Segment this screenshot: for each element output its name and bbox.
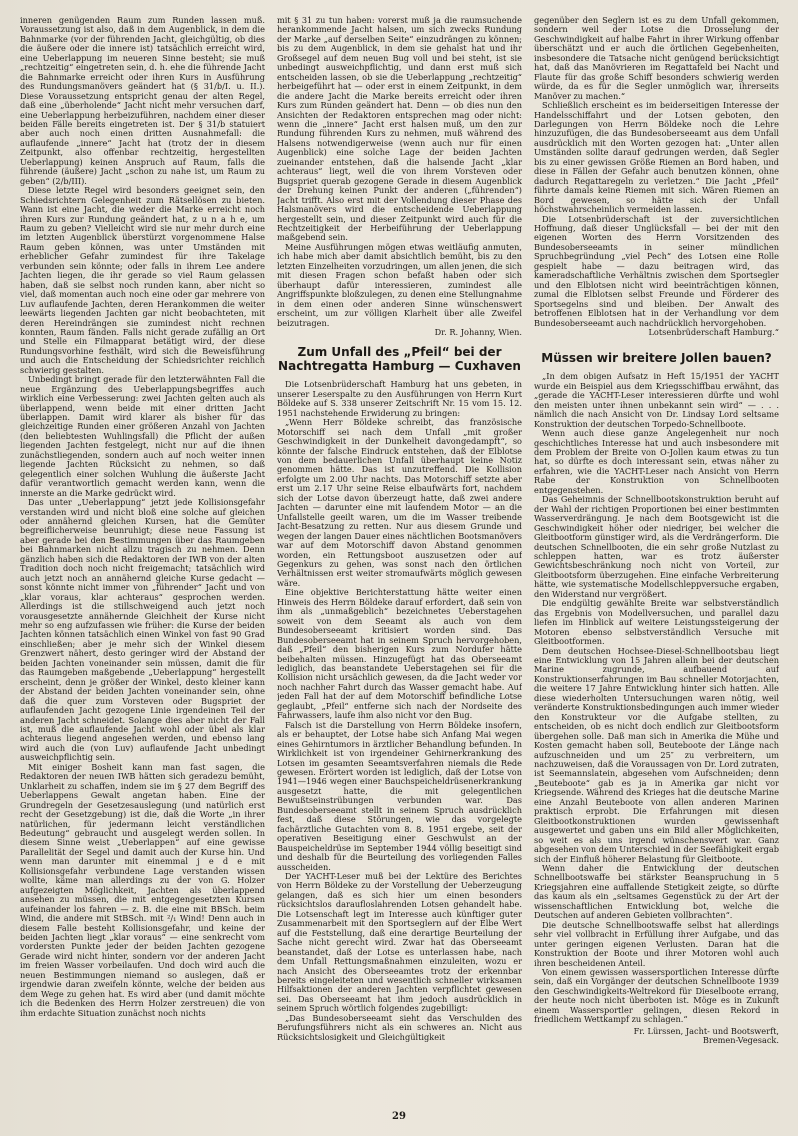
paragraph: Wenn daher die Entwicklung der deutschen Schnellbootswaffe bei stärkster Beanspruchung in 5 Kriegsjahren eine auffallende Stetigkeit zeigte, so dürfte das kaum als ein „seltsames Gegenstück zu der Art der wissenschaftlichen Entwicklung bot, welche die Deutschen auf anderen Gebieten vollbrachten“.: [534, 862, 779, 921]
paragraph: „Wenn Herr Böldeke schreibt, das französische Motorschiff sei nach dem Unfall „mit großer Geschwindigkeit in der Dunkelheit davongedampft“, so könnte der falsche Eindruck entstehen, daß der Elblotse von dem bedauerlichen Unfall überhaupt keine Notiz genommen hätte. Das ist unzutreffend. Die Kollision erfolgte um 2.00 Uhr nachts. Das Motorschiff setzte aber erst um 2.17 Uhr seine Reise elbaufwärts fort, nachdem sich der Lotse davon überzeugt hatte, daß zwei andere Jachten — darunter eine mit laufendem Motor — an die Unfallstelle geeilt waren, um die im Wasser treibende Jacht-Besatzung zu retten. Nur aus diesem Grunde und wegen der langen Dauer eines nächtlichen Bootsmanövers war auf dem Motorschiff davon Abstand genommen worden, ein Rettungsboot auszusetzen oder auf Gegenkurs zu gehen, was sonst nach den örtlichen Verhältnissen erst weiter stromaufwärts möglich gewesen wäre.: [277, 417, 522, 588]
column-left: [20, 16, 265, 1112]
paragraph: Wenn auch diese ganze Angelegenheit nur noch geschichtliches Interesse hat und auch insbesondere mit dem Problem der Breite von O-Jollen kaum etwas zu tun hat, so dürfte es doch interessant sein, etwas näher zu erfahren, wie die YACHT-Leser nach Ansicht von Herrn Rabe der Konstruktion von Schnellbooten entgegenstehen.: [534, 428, 779, 495]
author-signature: Dr. R. Johanny, Wien.: [434, 326, 522, 337]
paragraph: Falsch ist die Darstellung von Herrn Böldeke insofern, als er behauptet, der Lotse habe sich Anfang Mai wegen eines Gehirntumors in ärztlicher Behandlung befunden. In Wirklichkeit ist von irgendeiner Gehirnerkrankung des Lotsen im gesamten Seeamtsverfahren niemals die Rede gewesen. Erörtert worden ist lediglich, daß der Lotse von 1941—1946 wegen einer Bauchspeicheldrüsenerkrankung ausgesetzt hatte, die mit gelegentlichen Bewußtseinstrübungen verbunden war. Das Bundesoberseeamt stellt in seinem Spruch ausdrücklich fest, daß diese Störungen, wie das vorgelegte fachärztliche Gutachten vom 8. 8. 1951 ergebe, seit der operativen Beseitigung einer Geschwulst an der Bauspeicheldrüse im September 1944 völlig beseitigt sind und deshalb für die Beurteilung des vorliegenden Falles ausscheiden.: [277, 719, 522, 872]
author-signature-line: Fr. Lürssen, Jacht- und Bootswerft,: [633, 1025, 779, 1036]
paragraph: „In dem obigen Aufsatz in Heft 15/1951 der YACHT wurde ein Beispiel aus dem Kriegsschiffbau erwähnt, das „gerade die YACHT-Leser interessieren dürfte und wohl den meisten unter ihnen unbekannt sein wird“ — . . . nämlich die nach Ansicht von Dr. Lindsay Lord seltsame Konstruktion der deutschen Torpedo-Schnellboote.: [534, 371, 779, 429]
paragraph: Dem deutschen Hochsee-Diesel-Schnellbootsbau liegt eine Entwicklung von 15 Jahren allein bei der deutschen Marine zugrunde, aufbauend auf Konstruktionserfahrungen im Bau schneller Motorjachten, die weitere 17 Jahre Entwicklung hinter sich hatten. Alle diese wiederholten Untersuchungen waren nötig, weil veränderte Konstruktionsbedingungen auch immer wieder den Konstrukteur vor die Aufgabe stellten, zu entscheiden, ob es nicht doch endlich zur Gleitbootsform übergehen solle. Daß man sich in Amerika die Mühe und Kosten gemacht haben soll, Beuteboote der Länge nach aufzuschneiden und um 25″ zu verbreitern, um nachzuweisen, daß die Voraussagen von Dr. Lord zutraten, ist Seemannslatein, abgesehen vom Aufschneiden; denn „Beuteboote“ gab es ja in Amerika gar nicht vor Kriegsende. Während des Krieges hat die deutsche Marine eine Anzahl Beuteboote von allen anderen Marinen praktisch erprobt. Die Erfahrungen mit diesen Gleitbootkonstruktionen wurden gewissenhaft ausgewertet und gaben uns ein Bild aller Möglichkeiten, so weit es als uns irgend wünschenswert war. Ganz abgesehen von dem Unterschied in der Seefähigkeit ergab sich der Einfluß höherer Belastung für Gleitboote.: [534, 645, 779, 864]
author-signature-line: Bremen-Vegesack.: [702, 1035, 779, 1046]
paragraph: inneren genügenden Raum zum Runden lassen muß. Voraussetzung ist also, daß in dem Augenblick, in dem die Bahnmarke (vor der führenden Jacht, gleichgültig, ob dies die äußere oder die innere ist) tatsächlich erreicht wird, eine Ueberlappung im neueren Sinne besteht; sie muß „rechtzeitig“ eingetreten sein, d. h. ehe die führende Jacht die Bahnmarke erreicht oder ihren Kurs in Ausführung des Rundungsmanövers geändert hat (§ 31/b/I. u. II.). Diese Voraussetzung entspricht genau der alten Regel, daß eine „überholende“ Jacht nicht mehr versuchen darf, eine Ueberlappung herbeizuführen, nachdem einer dieser beiden Fälle bereits eingetreten ist. Der § 31/b statuiert aber auch noch einen dritten Ausnahmefall: die auflaufende „innere“ Jacht hat (trotz der in diesem Zeitpunkt, also offenbar rechtzeitig, hergestellten Ueberlappung) keinen Anspruch auf Raum, falls die führende (äußere) Jacht „schon zu nahe ist, um Raum zu geben“ (2/b/III).: [20, 16, 265, 186]
paragraph: Die endgültig gewählte Breite war selbstverständlich das Ergebnis von Modellversuchen, und parallel dazu liefen im Hinblick auf weitere Leistungssteigerung der Motoren ebenso selbstverständlich Versuche mit Gleitbootformen.: [534, 598, 779, 647]
author-signature: Lotsenbrüderschaft Hamburg.“: [648, 326, 779, 337]
paragraph: Das unter „Ueberlappung“ jetzt jede Kollisionsgefahr verstanden wird und nicht bloß eine solche auf gleichen oder annähernd gleichen Kursen, hat die Gemüter begreiflicherweise beunruhigt; diese neue Fassung ist aber gerade bei den Bestimmungen über das Raumgeben bei Bahnmarken nicht allzu tragisch zu nehmen. Denn gänzlich haben sich die Redaktoren der IWB von der alten Tradition doch noch nicht freigemacht; tatsächlich wird auch jetzt noch an annähernd gleiche Kurse gedacht — sonst könnte nicht immer von „führender“ Jacht und von „klar voraus, klar achteraus“ gesprochen werden. Allerdings ist die stillschweigend auch jetzt noch vorausgesetzte annähernde Gleichheit der Kurse nicht mehr so eng aufzufassen wie früher: die Kurse der beiden Jachten können tatsächlich einen Winkel von fast 90 Grad einschließen; aber je mehr sich der Winkel diesem Grenzwert nähert, desto geringer wird der Abstand der beiden Jachten voneinander sein müssen, damit die für das Raumgeben maßgebende „Ueberlappung“ hergestellt erscheint, denn je größer der Winkel, desto kleiner kann der Abstand der beiden Jachten voneinander sein, ohne daß die quer zum Vorsteven oder Bugspriet der auflaufenden Jacht gezogene Linie irgendeinen Teil der anderen Jacht schneidet. Solange dies aber nicht der Fall ist, muß die auflaufende Jacht wohl oder übel als klar achteraus liegend angesehen werden, und ebenso lang wird auch die (von Luv) auflaufende Jacht unbedingt ausweichpflichtig sein.: [20, 497, 265, 763]
article-headline: Müssen wir breitere Jollen bauen?: [541, 351, 772, 366]
paragraph: Mit einiger Bosheit kann man fast sagen, die Redaktoren der neuen IWB hätten sich geradezu bemüht, Unklarheit zu schaffen, indem sie im § 27 dem Begriff des Ueberlappens Gewalt angetan haben. Eine der Grundregeln der Gesetzesauslegung (und natürlich erst recht der Gesetzgebung) ist die, daß die Worte „in ihrer natürlichen, für jedermann leicht verständlichen Bedeutung“ gebraucht und ausgelegt werden sollen. In diesem Sinne weist „Ueberlappen“ auf eine gewisse Parallelität der Segel und damit auch der Kurse hin. Und wenn man darunter mit einemmal j e d e mit Kollisionsgefahr verbundene Lage verstanden wissen wollte, käme man allerdings zu der von G. Holzer aufgezeigten Möglichkeit, Jachten als überlappend ansehen zu müssen, die mit entgegengesetzten Kursen aufeinander los fahren — z. B. die eine mit BBSch. beim Wind, die andere mit StBSch. mit ²/₁ Wind! Denn auch in diesem Falle besteht Kollisionsgefahr, und keine der beiden Jachten liegt „klar voraus“ — eine senkrecht vom vordersten Punkte jeder der beiden Jachten gezogene Gerade wird nicht hinter, sondern vor der anderen Jacht im freien Wasser vorbeilaufen. Und doch wird auch die neuen Bestimmungen niemand so auslegen, daß er irgendwie daran zweifeln könnte, welche der beiden aus dem Wege zu gehen hat. Es wird aber (und damit möchte ich die Bedenken des Herrn Holzer zerstreuen) die von ihm erdachte Situation zunächst noch nichts: [20, 761, 265, 1018]
paragraph: Die Lotsenbrüderschaft ist der zuversichtlichen Hoffnung, daß dieser Unglücksfall — bei der mit den eigenen Worten des Herrn Vorsitzenden des Bundesoberseeamts in seiner mündlichen Spruchbegründung „viel Pech“ des Lotsen eine Rolle gespielt habe — dazu beitragen wird, das kameradschaftliche Verhältnis zwischen dem Sportsegler und den Elblotsen nicht wird beeinträchtigen können, zumal die Elblotsen selbst Freunde und Förderer des Sportsegelns sind und bleiben. Der Anwalt des betroffenen Elblotsen hat in der Verhandlung vor dem Bundesoberseeamt auch nachdrücklich hervorgehoben.: [534, 213, 779, 328]
column-middle: [277, 16, 522, 1112]
paragraph: Eine objektive Berichterstattung hätte weiter einen Hinweis des Herrn Böldeke darauf erfordert, daß sein von ihm als „unmaßgeblich“ bezeichnetes Ueberstagehen soweit von dem Seeamt als auch von dem Bundesoberseeamt kritisiert worden sind. Das Bundesoberseeamt hat in seinem Spruch hervorgehoben, daß „Pfeil“ den bisherigen Kurs zum Nordufer hätte beibehalten müssen. Hinzugefügt hat das Oberseeamt lediglich, das beanstandete Ueberstagehen sei für die Kollision nicht ursächlich gewesen, da die Jacht weder vor noch nachher Fahrt durch das Wasser gemacht habe. Auf jeden Fall hat der auf dem Motorschiff befindliche Lotse geglaubt, „Pfeil“ entferne sich nach der Nordseite des Fahrwassers, laufe ihm also nicht vor den Bug.: [277, 587, 522, 721]
paragraph: Die deutsche Schnellbootswaffe selbst hat allerdings sehr viel vollbracht in Erfüllung ihrer Aufgabe, und das unter geringen eigenen Verlusten. Daran hat die Konstruktion der Boote und ihrer Motoren wohl auch ihren bescheidenen Anteil.: [534, 919, 779, 968]
column-right: [534, 16, 779, 1112]
article-headline: Zum Unfall des „Pfeil“ bei der Nachtregatta Hamburg — Cuxhaven: [278, 345, 521, 374]
paragraph: Schließlich erscheint es im beiderseitigen Interesse der Handelsschiffahrt und der Lotsen geboten, den Darlegungen von Herrn Böldeke noch die Lehre hinzuzufügen, die das Bundesoberseeamt aus dem Unfall ausdrücklich mit den Worten gezogen hat: „Unter allen Umständen sollte darauf gedrungen werden, daß Segler bis zu einer gewissen Größe Riemen an Bord haben, und diese in Fällen der Gefahr auch benutzen können, ohne dadurch Regattaregeln zu verletzen.“ Die Jacht „Pfeil“ führte damals keine Riemen mit sich. Wären Riemen an Bord gewesen, so hätte sich der Unfall höchstwahrscheinlich vermeiden lassen.: [534, 100, 779, 215]
paragraph: mit § 31 zu tun haben: vorerst muß ja die raumsuchende herankommende Jacht halsen, um sich zwecks Rundung der Marke „auf derselben Seite“ einzudrängen zu können; bis zu dem Augenblick, in dem sie gehalst hat und ihr Großsegel auf dem neuen Bug voll und bei steht, ist sie unbedingt ausweichpflichtig, und dann erst muß sich entscheiden lassen, ob sie die Ueberlappung „rechtzeitig“ herbeigeführt hat — oder erst in einem Zeitpunkt, in dem die andere Jacht die Marke bereits erreicht oder ihren Kurs zum Runden geändert hat. Denn — ob dies nun den Ansichten der Redaktoren entsprechen mag oder nicht: wenn die „innere“ Jacht erst halsen muß, um den zur Rundung führenden Kurs zu nehmen, muß während des Halsens notwendigerweise (wenn auch nur für einen Augenblick) eine solche Lage der beiden Jachten zueinander entstehen, daß die halsende Jacht „klar achteraus“ liegt, weil die von ihrem Vorsteven oder Bugspriet querab gezogene Gerade in diesem Augenblick der Drehung keinen Punkt der anderen („führenden“) Jacht trifft. Also erst mit der Vollendung dieser Phase des Halsmanövers wird die entscheidende Ueberlappung hergestellt sein, und dieser Zeitpunkt wird auch für die Rechtzeitigkeit der Herbeiführung der Ueberlappung maßgebend sein.: [277, 16, 522, 243]
paragraph: Der YACHT-Leser muß bei der Lektüre des Berichtes von Herrn Böldeke zu der Vorstellung der Ueberzeugung gelangen, daß es sich hier um einen besonders rücksichtslos daraufloslahrenden Lotsen gehandelt habe. Die Lotsenschaft legt im Interesse auch künftiger guter Zusammenarbeit mit den Sportseglern auf der Elbe Wert auf die Feststellung, daß eine derartige Beurteilung der Sache nicht gerecht wird. Zwar hat das Oberseeamt beanstandet, daß der Lotse es unterlassen habe, nach dem Unfall Rettungsmaßnahmen einzuleiten, wozu er nach Ansicht des Oberseeamtes trotz der erkennbar bereits eingeleiteten und wesentlich schneller wirksamen Hilfsaktionen der anderen Jachten verpflichtet gewesen sei. Das Oberseeamt hat ihm jedoch ausdrücklich in seinem Spruch wörtlich folgendes zugebilligt:: [277, 870, 522, 1014]
paragraph: gegenüber den Seglern ist es zu dem Unfall gekommen, sondern weil der Lotse die Drosselung der Geschwindigkeit auf halbe Fahrt in ihrer Wirkung offenbar überschätzt und er auch die örtlichen Gegebenheiten, insbesondere die Tatsache nicht genügend berücksichtigt hat, daß das Manövrieren im Regattafeld bei Nacht und Flaute für das große Schiff besonders schwierig werden würde, da es für die Segler unmöglich war, ihrerseits Manöver zu machen.“: [534, 16, 779, 101]
author-signature-block: [534, 1027, 779, 1046]
paragraph: Unbedingt bringt gerade für den letzterwähnten Fall die neue Ergänzung des Ueberlappungsbegriffes auch wirklich eine Verbesserung: zwei Jachten gelten auch als überlappend, wenn beide mit einer dritten Jacht überlappen. Damit wird klarer als bisher für das gleichzeitige Runden einer größeren Anzahl von Jachten (den beliebtesten Wuhlingsfall) die Pflicht der außen liegenden Jachten festgelegt, nicht nur auf die ihnen zunächstliegenden, sondern auch auf noch weiter innen liegende Jachten Rücksicht zu nehmen, so daß gelegentlich einer solchen Wuhlung die äußerste Jacht dafür verantwortlich gemacht werden kann, wenn die innerste an die Marke gedrückt wird.: [20, 374, 265, 498]
paragraph: Von einem gewissen wassersportlichen Interesse dürfte sein, daß ein Vorgänger der deutschen Schnellboote 1939 den Geschwindigkeits-Weltrekord für Dieselboote errang, der heute noch nicht überboten ist. Möge es in Zukunft einem Wassersportler gelingen, diesen Rekord in friedlichem Wettkampf zu schlagen.“: [534, 966, 779, 1025]
page-number: 29: [392, 1111, 406, 1122]
paragraph: Das Geheimnis der Schnellbootskonstruktion beruht auf der Wahl der richtigen Proportionen bei einer bestimmten Wasserverdrängung. Je nach dem Bootsgewicht ist die Geschwindigkeit höher oder niedriger, bei welcher die Gleitbootform günstiger wird, als die Verdrängerform. Die deutschen Schnellbooten, die ein sehr große Nutzlast zu schleppen hatten, war es trotz äußerster Gewichtsbeschränkung noch nicht von Vorteil, zur Gleitbootsform überzugehen. Eine einfache Verbreiterung hätte, wie systematische Modellschleppversuche ergaben, den Widerstand nur vergrößert.: [534, 494, 779, 599]
paragraph: Diese letzte Regel wird besonders geeignet sein, den Schiedsrichtern Gelegenheit zum Rätsellösen zu bieten. Wann ist eine Jacht, die weder die Marke erreicht noch ihren Kurs zur Rundung geändert hat, z u n a h e, um Raum zu geben? Vielleicht wird sie nur mehr durch eine im letzten Augenblick überstürzt vorgenommene Halse Raum geben können, was unter Umständen mit erheblicher Gefahr zumindest für ihre Takelage verbunden sein könnte; oder falls in ihrem Lee andere Jachten liegen, die ihr gerade so viel Raum gelassen haben, daß sie selbst noch runden kann, aber nicht so viel, daß momentan auch noch eine oder gar mehrere von Luv auflaufende Jachten, deren Herankommen die weiter leewärts liegenden Jachten gar nicht beobachteten, mit deren Hereindrängen sie zumindest nicht rechnen konnten, Raum fänden. Falls nicht gerade zufällig an Ort und Stelle ein Filmapparat betätigt wird, der diese Rundungsvorhine festhält, wird sich die Beweisführung und auch die Entscheidung der Schiedsrichter reichlich schwierig gestalten.: [20, 185, 265, 375]
paragraph: Die Lotsenbrüderschaft Hamburg hat uns gebeten, in unserer Leserspalte zu den Ausführungen von Herrn Kurt Böldeke auf S. 338 unserer Zeitschrift Nr. 15 vom 15. 12. 1951 nachstehende Erwiderung zu bringen:: [277, 379, 522, 418]
article-columns: [20, 16, 782, 1112]
paragraph: „Das Bundesoberseeamt sieht das Verschulden des Berufungsführers nicht als ein schweres an. Nicht aus Rücksichtslosigkeit und Gleichgültigkeit: [277, 1012, 522, 1042]
paragraph: Meine Ausführungen mögen etwas weitläufig anmuten, ich habe mich aber damit absichtlich bemüht, bis zu den letzten Einzelheiten vorzudringen, um allen jenen, die sich mit diesen Fragen schon befaßt haben oder sich überhaupt dafür interessieren, zumindest alle Angriffspunkte bloßzulegen, zu denen eine Stellungnahme in dem einen oder anderen Sinne wünschenswert erscheint, um zur völligen Klarheit über alle Zweifel beizutragen.: [277, 241, 522, 328]
